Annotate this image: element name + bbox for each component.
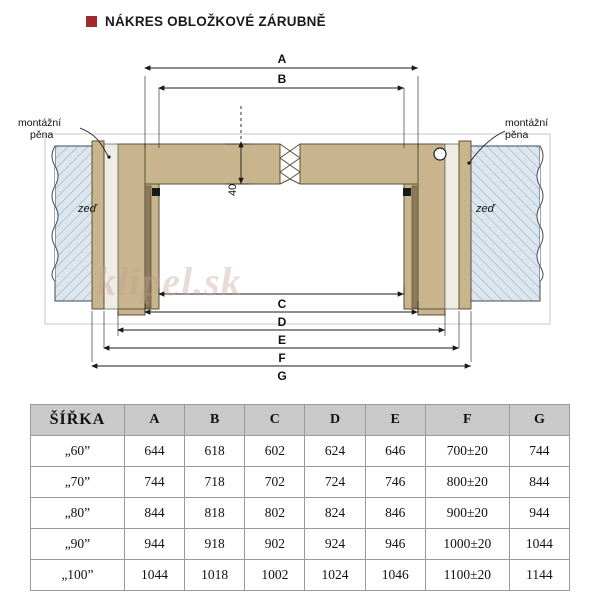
table-cell: 902	[245, 529, 305, 560]
label-foam-right-line1: montážní	[505, 117, 549, 129]
table-cell: 1046	[365, 560, 425, 591]
table-cell: 1100±20	[425, 560, 509, 591]
label-foam-left-line1: montážní	[18, 117, 62, 129]
table-header-cell: C	[245, 405, 305, 436]
table-cell: 944	[509, 498, 569, 529]
table-header-cell: A	[124, 405, 184, 436]
table-cell: 644	[124, 436, 184, 467]
table-cell: „60”	[31, 436, 125, 467]
door-leaf	[145, 144, 418, 184]
table-cell: 1000±20	[425, 529, 509, 560]
table-cell: 818	[185, 498, 245, 529]
table-header-row	[31, 405, 570, 436]
table-cell: 802	[245, 498, 305, 529]
table-cell: 1044	[124, 560, 184, 591]
table-cell: 646	[365, 436, 425, 467]
table-cell: 618	[185, 436, 245, 467]
label-dim-F: F	[278, 351, 286, 365]
table-cell: „100”	[31, 560, 125, 591]
table-header-cell: G	[509, 405, 569, 436]
title-marker-icon	[86, 16, 97, 27]
table-cell: 702	[245, 467, 305, 498]
label-dim-A: A	[277, 52, 287, 66]
table-cell: 924	[305, 529, 365, 560]
table-cell: 744	[124, 467, 184, 498]
label-wall-right: zeď	[476, 203, 495, 215]
table-header-cell: E	[365, 405, 425, 436]
table-cell: „80”	[31, 498, 125, 529]
label-wall-left: zeď	[78, 203, 97, 215]
label-dim-B: B	[277, 72, 287, 86]
label-foam-right-line2: pěna	[505, 129, 529, 141]
table-cell: 944	[124, 529, 184, 560]
table-cell: 602	[245, 436, 305, 467]
table-cell: 744	[509, 436, 569, 467]
table-cell: 800±20	[425, 467, 509, 498]
label-foam-left-line2: pěna	[30, 129, 54, 141]
table-header-cell: F	[425, 405, 509, 436]
table-cell: 1018	[185, 560, 245, 591]
page-title	[86, 14, 326, 29]
table-cell: „90”	[31, 529, 125, 560]
label-depth-40: 40	[227, 183, 239, 196]
table-cell: 918	[185, 529, 245, 560]
label-dim-E: E	[277, 333, 287, 347]
label-dim-C: C	[277, 297, 287, 311]
dimension-table	[30, 404, 570, 591]
technical-drawing	[0, 36, 600, 396]
table-cell: 900±20	[425, 498, 509, 529]
table-cell: 624	[305, 436, 365, 467]
table-cell: 1144	[509, 560, 569, 591]
table-row	[31, 467, 570, 498]
label-dim-G: G	[277, 369, 287, 383]
table-cell: 844	[509, 467, 569, 498]
table-header-cell: B	[185, 405, 245, 436]
table-cell: 700±20	[425, 436, 509, 467]
table-cell: 746	[365, 467, 425, 498]
table-cell: 846	[365, 498, 425, 529]
table-cell: 844	[124, 498, 184, 529]
table-cell: 724	[305, 467, 365, 498]
table-row	[31, 529, 570, 560]
table-header-cell: ŠÍŘKA	[31, 405, 125, 436]
table-cell: „70”	[31, 467, 125, 498]
table-row	[31, 498, 570, 529]
table-cell: 1002	[245, 560, 305, 591]
label-dim-D: D	[277, 315, 287, 329]
watermark: klipel.sk	[96, 259, 242, 304]
table-cell: 1044	[509, 529, 569, 560]
table-row	[31, 436, 570, 467]
table-header-cell: D	[305, 405, 365, 436]
title-text: NÁKRES OBLOŽKOVÉ ZÁRUBNĚ	[105, 14, 326, 29]
table-cell: 946	[365, 529, 425, 560]
table-cell: 1024	[305, 560, 365, 591]
table-cell: 824	[305, 498, 365, 529]
table-row	[31, 560, 570, 591]
table-cell: 718	[185, 467, 245, 498]
